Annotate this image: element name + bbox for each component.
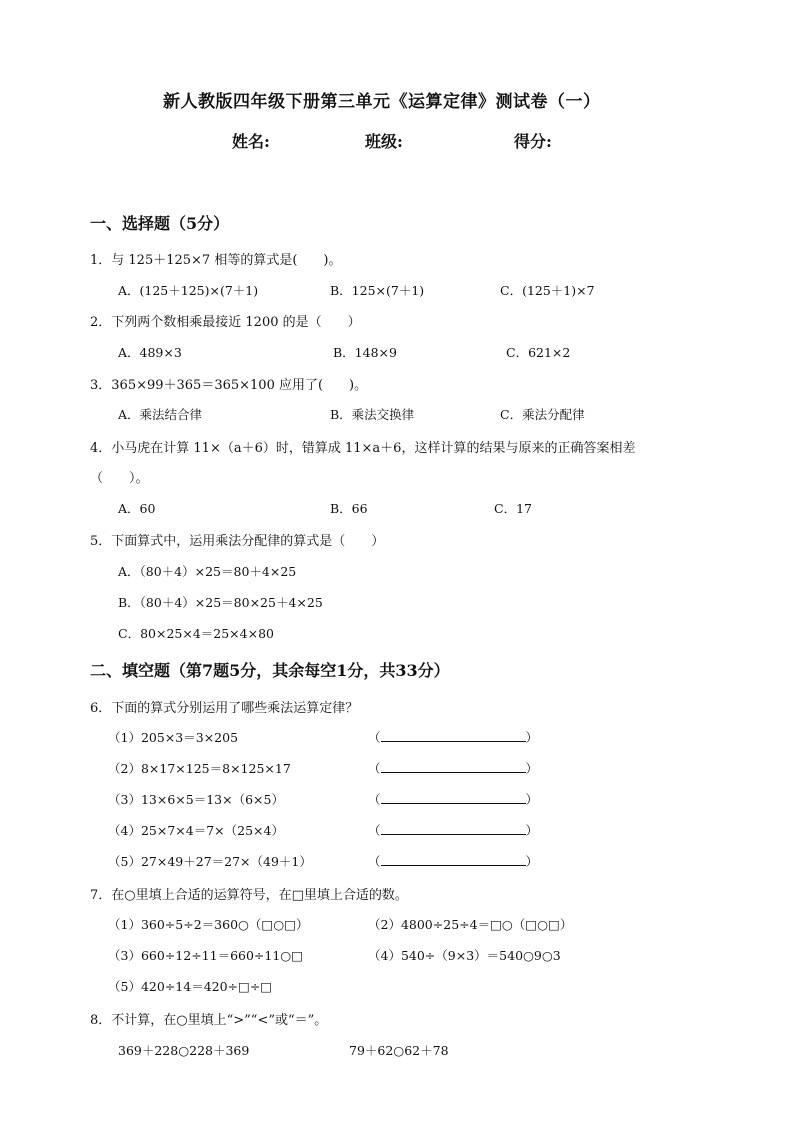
q3-option-b: B．乘法交换律 xyxy=(330,407,415,422)
q7-item-4: （4）540÷（9×3）＝540○9○3 xyxy=(368,948,561,963)
question-4: 4．小马虎在计算 11×（a＋6）时，错算成 11×a＋6，这样计算的结果与原来的正确答案相差 xyxy=(90,441,636,456)
q3-option-a: A．乘法结合律 xyxy=(118,407,203,422)
q4-option-a: A．60 xyxy=(118,501,156,516)
q6-item-1: （1）205×3＝3×205 xyxy=(108,730,239,745)
q2-option-b: B．148×9 xyxy=(333,345,397,360)
q5-option-a: A．（80＋4）×25＝80＋4×25 xyxy=(118,564,297,579)
close-paren: ） xyxy=(525,823,539,838)
q7-item-1: （1）360÷5÷2＝360○（□○□） xyxy=(108,917,309,932)
open-paren: （ xyxy=(368,730,381,745)
question-7: 7．在○里填上合适的运算符号，在□里填上合适的数。 xyxy=(90,888,408,903)
q1-option-b: B．125×(7＋1) xyxy=(330,283,425,298)
open-paren: （ xyxy=(368,761,381,776)
q1-option-a: A．(125＋125)×(7＋1) xyxy=(118,283,259,298)
q7-item-2: （2）4800÷25÷4＝□○（□○□） xyxy=(368,917,573,932)
section-1-title: 一、选择题（5分） xyxy=(90,214,230,233)
open-paren: （ xyxy=(368,823,381,838)
question-2: 2．下列两个数相乘最接近 1200 的是（ ） xyxy=(90,315,361,330)
close-paren: ） xyxy=(525,792,539,807)
q6-answer-4 xyxy=(368,821,538,839)
q5-option-c: C．80×25×4＝25×4×80 xyxy=(118,626,274,641)
q4-option-c: C．17 xyxy=(494,501,532,516)
section-2-title: 二、填空题（第7题5分，其余每空1分，共33分） xyxy=(90,661,450,680)
q2-option-a: A．489×3 xyxy=(118,345,182,360)
q6-answer-3 xyxy=(368,790,538,808)
open-paren: （ xyxy=(368,854,381,869)
q6-item-2: （2）8×17×125＝8×125×17 xyxy=(108,761,291,776)
name-label: 姓名: xyxy=(232,132,270,151)
open-paren: （ xyxy=(368,792,381,807)
q6-answer-2 xyxy=(368,759,538,777)
question-1: 1．与 125＋125×7 相等的算式是( )。 xyxy=(90,253,342,268)
answer-blank[interactable] xyxy=(381,760,526,773)
question-8: 8．不计算，在○里填上“>”“<”或“＝”。 xyxy=(90,1013,328,1028)
q7-item-3: （3）660÷12÷11＝660÷11○□ xyxy=(108,948,304,963)
answer-blank[interactable] xyxy=(381,853,526,866)
q6-item-3: （3）13×6×5＝13×（6×5） xyxy=(108,792,284,807)
q6-answer-1 xyxy=(368,728,538,746)
question-3: 3．365×99＋365＝365×100 应用了( )。 xyxy=(90,378,368,393)
q6-item-5: （5）27×49＋27＝27×（49＋1） xyxy=(108,854,312,869)
q5-option-b: B．（80＋4）×25＝80×25＋4×25 xyxy=(118,595,323,610)
close-paren: ） xyxy=(525,730,539,745)
q6-answer-5 xyxy=(368,852,538,870)
question-4-answer-paren: （ ）。 xyxy=(90,471,149,486)
q8-item-2: 79＋62○62＋78 xyxy=(349,1043,449,1058)
q4-option-b: B．66 xyxy=(330,501,368,516)
score-label: 得分: xyxy=(514,132,552,151)
q6-item-4: （4）25×7×4＝7×（25×4） xyxy=(108,823,284,838)
q1-option-c: C．(125＋1)×7 xyxy=(500,283,595,298)
page-title: 新人教版四年级下册第三单元《运算定律》测试卷（一） xyxy=(163,92,601,112)
answer-blank[interactable] xyxy=(381,729,526,742)
close-paren: ） xyxy=(525,854,539,869)
class-label: 班级: xyxy=(365,132,403,151)
question-6: 6．下面的算式分别运用了哪些乘法运算定律？ xyxy=(90,701,359,716)
question-5: 5．下面算式中，运用乘法分配律的算式是（ ） xyxy=(90,534,385,549)
answer-blank[interactable] xyxy=(381,822,526,835)
q2-option-c: C．621×2 xyxy=(506,345,571,360)
q3-option-c: C．乘法分配律 xyxy=(500,407,585,422)
q8-item-1: 369＋228○228＋369 xyxy=(118,1043,250,1058)
q7-item-5: （5）420÷14＝420÷□÷□ xyxy=(108,979,273,994)
answer-blank[interactable] xyxy=(381,791,526,804)
close-paren: ） xyxy=(525,761,539,776)
